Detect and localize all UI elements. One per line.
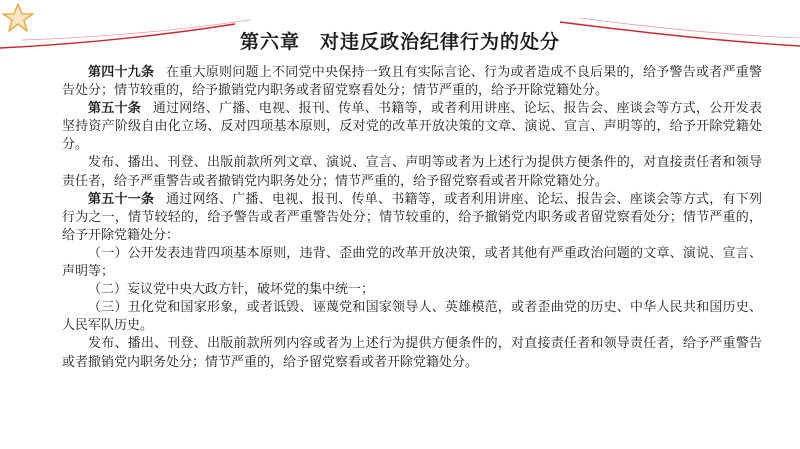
list-item-3 [62, 299, 762, 335]
article-number: 第四十九条 [88, 65, 155, 80]
paragraph-article-49 [62, 64, 762, 100]
paragraph-text: （三）丑化党和国家形象，或者诋毁、诬蔑党和国家领导人、英雄模范，或者歪曲党的历史、中华人民共和国历史、人民军队历史。 [62, 300, 762, 334]
paragraph-article-50-clause-2 [62, 154, 762, 190]
paragraph-text: 发布、播出、刊登、出版前款所列内容或者为上述行为提供方便条件的，对直接责任者和领导责任者，给予严重警告或者撤销党内职务处分；情节严重的，给予留党察看或者开除党籍处分。 [62, 336, 762, 370]
list-item-1 [62, 245, 762, 281]
paragraph-text: 通过网络、广播、电视、报刊、传单、书籍等，或者利用讲座、论坛、报告会、座谈会等方式，公开发表坚持资产阶级自由化立场、反对四项基本原则，反对党的改革开放决策的文章、演说、宣言、声明等的，给予开除党籍处分。 [62, 101, 762, 153]
paragraph-text: （一）公开发表违背四项基本原则，违背、歪曲党的改革开放决策，或者其他有严重政治问题的文章、演说、宣言、声明等； [62, 245, 762, 280]
chapter-body [62, 64, 762, 372]
paragraph-article-50 [62, 100, 762, 154]
paragraph-text: 发布、播出、刊登、出版前款所列文章、演说、宣言、声明等或者为上述行为提供方便条件的，对直接责任者和领导责任者，给予严重警告或者撤销党内职务处分；情节严重的，给予留党察看或者开除党籍处分。 [62, 155, 762, 189]
article-number: 第五十条 [88, 101, 142, 117]
chapter-title: 第六章 对违反政治纪律行为的处分 [239, 31, 560, 53]
paragraph-text: （二）妄议党中央大政方针，破坏党的集中统一； [88, 282, 375, 298]
article-number: 第五十一条 [88, 191, 155, 207]
paragraph-text: 通过网络、广播、电视、报刊、传单、书籍等，或者利用讲座、论坛、报告会、座谈会等方式，有下列行为之一，情节较轻的，给予警告或者严重警告处分；情节较重的，给予撤销党内职务或者留党察看处分；情节严重的，给予开除党籍处分： [62, 191, 762, 243]
paragraph-article-51 [62, 191, 762, 245]
list-item-2 [62, 281, 762, 299]
paragraph-text: 在重大原则问题上不同党中央保持一致且有实际言论、行为或者造成不良后果的，给予警告或者严重警告处分；情节较重的，给予撤销党内职务或者留党察看处分；情节严重的，给予开除党籍处分。 [62, 65, 762, 99]
star-icon [3, 4, 33, 31]
paragraph-article-51-clause-2 [62, 335, 762, 371]
